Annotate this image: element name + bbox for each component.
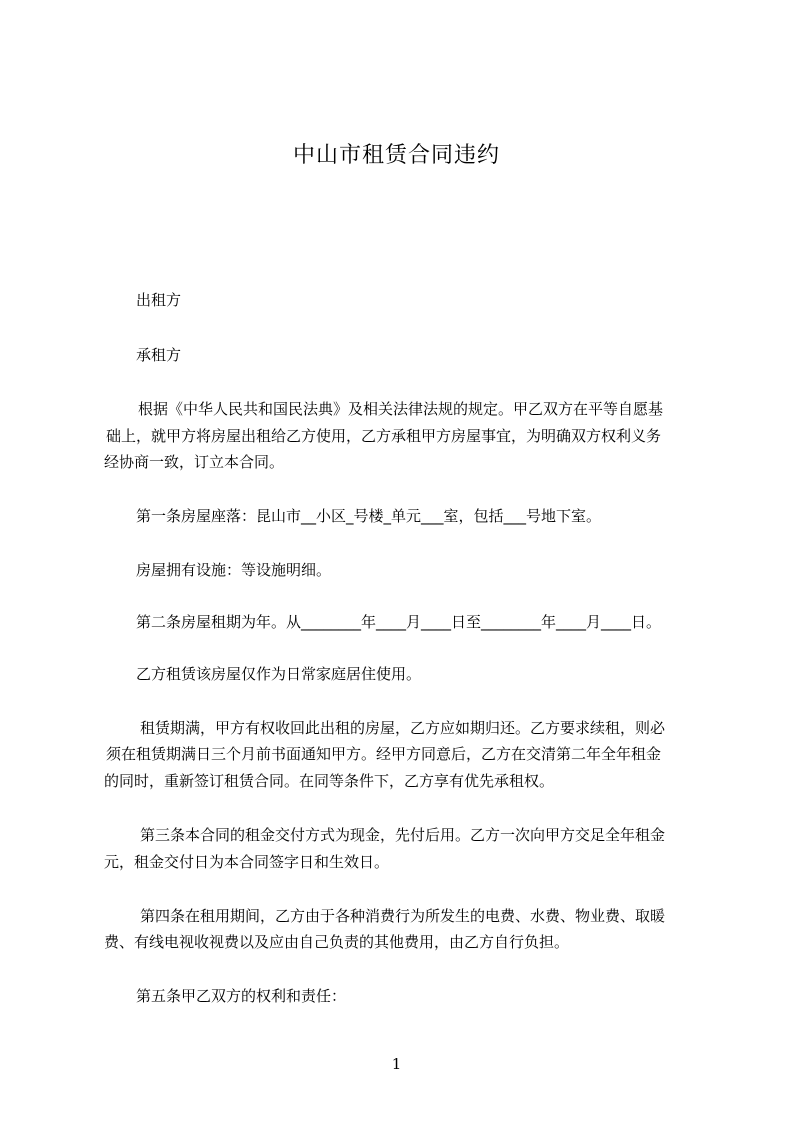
intro-line-3: 经协商一致，订立本合同。 <box>104 453 285 471</box>
article-5: 第五条甲乙双方的权利和责任： <box>136 987 347 1005</box>
article-2: 第二条房屋租期为年。从________年____月____日至________年____月____日。 <box>136 613 662 631</box>
article-4-line-1: 第四条在租用期间，乙方由于各种消费行为所发生的电费、水费、物业费、取暖 <box>140 907 666 925</box>
renewal-line-1: 租赁期满，甲方有权收回此出租的房屋，乙方应如期归还。乙方要求续租，则必 <box>140 719 666 737</box>
article-3-line-1: 第三条本合同的租金交付方式为现金，先付后用。乙方一次向甲方交足全年租金 <box>140 826 666 844</box>
page-number: 1 <box>391 1055 402 1073</box>
intro-line-2: 础上，就甲方将房屋出租给乙方使用，乙方承租甲方房屋事宜，为明确双方权利义务 <box>106 427 662 445</box>
facilities-clause: 房屋拥有设施：等设施明细。 <box>136 561 332 579</box>
usage-clause: 乙方租赁该房屋仅作为日常家庭居住使用。 <box>136 665 422 683</box>
lessee-label: 承租方 <box>136 346 182 364</box>
lessor-label: 出租方 <box>136 291 182 309</box>
intro-line-1: 根据《中华人民共和国民法典》及相关法律法规的规定。甲乙双方在平等自愿基 <box>138 400 664 418</box>
article-4-line-2: 费、有线电视收视费以及应由自己负责的其他费用，由乙方自行负担。 <box>104 933 570 951</box>
renewal-line-2: 须在租赁期满日三个月前书面通知甲方。经甲方同意后，乙方在交清第二年全年租金 <box>106 745 662 763</box>
article-1: 第一条房屋座落：昆山市__小区_号楼_单元___室，包括___号地下室。 <box>136 507 602 525</box>
article-3-line-2: 元，租金交付日为本合同签字日和生效日。 <box>104 853 390 871</box>
document-title: 中山市租赁合同违约 <box>292 143 500 168</box>
renewal-line-3: 的同时，重新签订租赁合同。在同等条件下，乙方享有优先承租权。 <box>104 772 555 790</box>
